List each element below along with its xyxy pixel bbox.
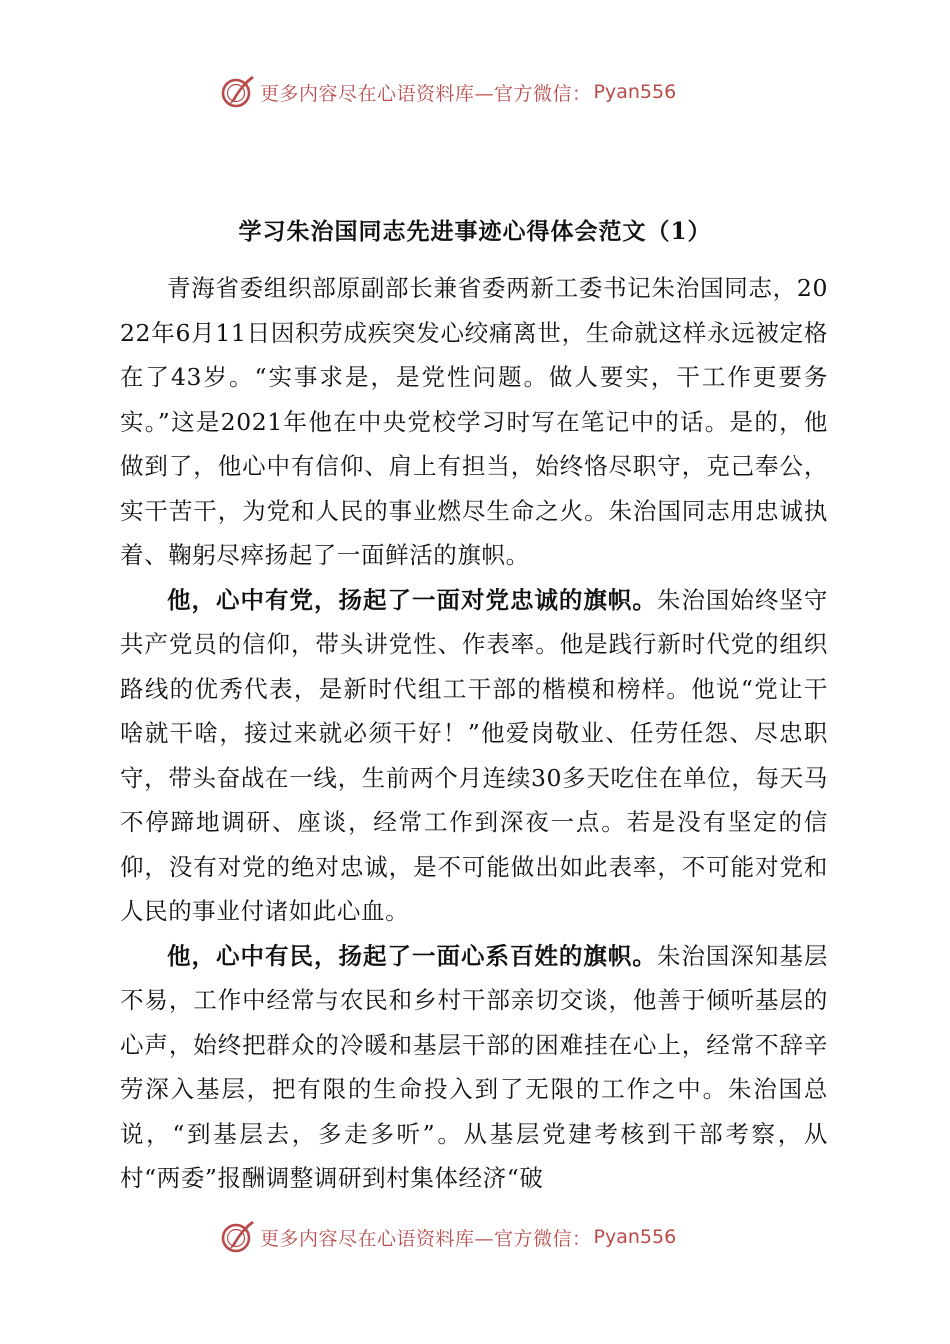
paragraph-lead: 他，心中有民，扬起了一面心系百姓的旗帜。 [167,941,657,970]
quill-seal-icon [218,1217,258,1257]
watermark-banner-top [0,68,950,116]
watermark-text: 更多内容尽在心语资料库—官方微信： [260,82,592,105]
document-body [120,266,828,1201]
watermark-text: 更多内容尽在心语资料库—官方微信： [260,1227,592,1250]
document-title: 学习朱治国同志先进事迹心得体会范文（1） [238,218,712,245]
paragraph-intro [120,266,828,578]
watermark-wechat-id: Pyan556 [593,81,677,103]
paragraph-loyalty-to-party [120,578,828,934]
watermark-wechat-id: Pyan556 [593,1226,677,1248]
watermark-content [218,68,676,116]
paragraph-lead: 他，心中有党，扬起了一面对党忠诚的旗帜。 [167,585,657,614]
watermark-banner-bottom [0,1213,950,1261]
paragraph-text: 青海省委组织部原副部长兼省委两新工委书记朱治国同志，2022年6月11日因积劳成疾突发心绞痛离世，生命就这样永远被定格在了43岁。“实事求是，是党性问题。做人要实，干工作更要务实。”这是2021年他在中央党校学习时写在笔记中的话。是的，他做到了，他心中有信仰、肩上有担当，始终恪尽职守，克己奉公，实干苦干，为党和人民的事业燃尽生命之火。朱治国同志用忠诚执着、鞠躬尽瘁扬起了一面鲜活的旗帜。 [120,274,828,569]
quill-seal-icon [218,72,258,112]
paragraph-text: 朱治国深知基层不易，工作中经常与农民和乡村干部亲切交谈，他善于倾听基层的心声，始终把群众的冷暖和基层干部的困难挂在心上，经常不辞辛劳深入基层，把有限的生命投入到了无限的工作之中。朱治国总说，“到基层去，多走多听”。从基层党建考核到干部考察，从村“两委”报酬调整调研到村集体经济“破 [120,941,828,1192]
watermark-content [218,1213,676,1261]
paragraph-text: 朱治国始终坚守共产党员的信仰，带头讲党性、作表率。他是践行新时代党的组织路线的优秀代表，是新时代组工干部的楷模和榜样。他说“党让干啥就干啥，接过来就必须干好！”他爱岗敬业、任劳任怨、尽忠职守，带头奋战在一线，生前两个月连续30多天吃住在单位，每天马不停蹄地调研、座谈，经常工作到深夜一点。若是没有坚定的信仰，没有对党的绝对忠诚，是不可能做出如此表率，不可能对党和人民的事业付诸如此心血。 [120,585,828,925]
paragraph-care-for-people [120,934,828,1201]
